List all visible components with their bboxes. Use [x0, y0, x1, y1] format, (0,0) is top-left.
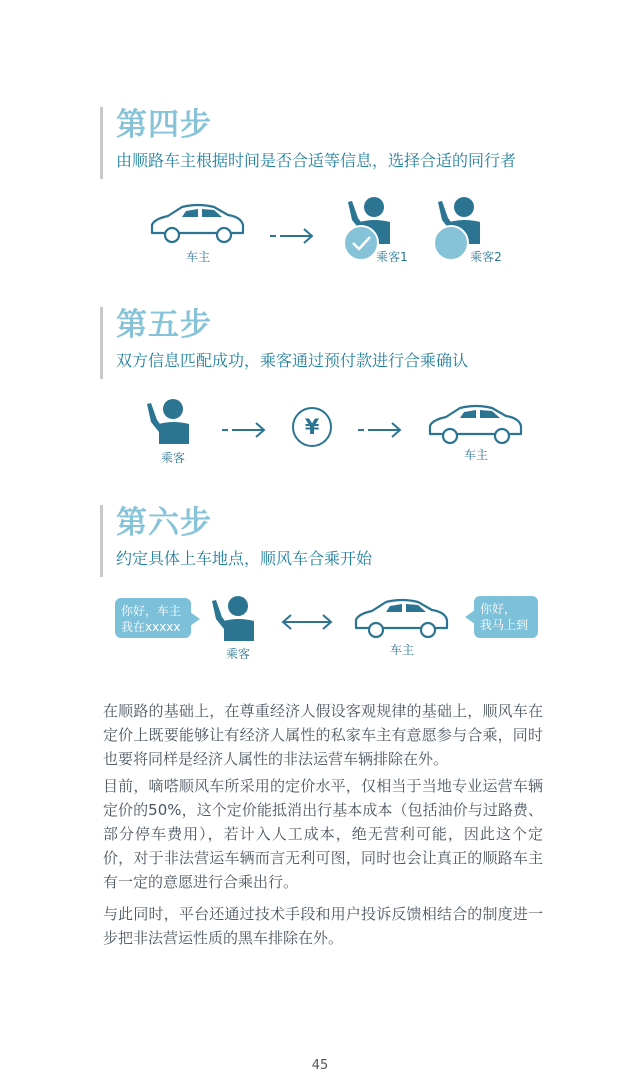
passenger-label: 乘客 [225, 647, 251, 661]
step-5-title: 第五步 [116, 307, 212, 343]
bubble-text: 你好， [480, 602, 517, 616]
step-4-bar [100, 107, 103, 179]
step-6-subtitle: 约定具体上车地点，顺风车合乘开始 [116, 549, 373, 568]
bubble-text: 你好，车主 [121, 604, 182, 618]
driver-label: 车主 [463, 448, 489, 462]
paragraph: 与此同时，平台还通过技术手段和用户投诉反馈相结合的制度进一步把非法营运性质的黑车排除在外。 [103, 905, 543, 947]
arrow-right-icon [356, 420, 404, 440]
double-arrow-icon [280, 612, 334, 632]
car-icon [426, 404, 524, 446]
driver-label: 车主 [389, 643, 415, 657]
passenger-1-label: 乘客1 [376, 250, 408, 264]
passenger-speech-bubble [115, 598, 191, 638]
step-4-subtitle: 由顺路车主根据时间是否合适等信息，选择合适的同行者 [116, 151, 517, 170]
yuan-icon: ¥ [292, 407, 332, 447]
step-5-bar [100, 307, 103, 379]
car-icon [148, 203, 246, 245]
passenger-label: 乘客 [160, 451, 186, 465]
page-number: 45 [311, 1058, 329, 1073]
step-6-section [100, 503, 560, 583]
passenger-icon [143, 398, 193, 444]
driver-label: 车主 [185, 250, 211, 264]
arrow-right-icon [220, 420, 268, 440]
bubble-text: 我马上到 [480, 618, 529, 632]
step-6-title: 第六步 [116, 505, 212, 541]
paragraph: 在顺路的基础上，在尊重经济人假设客观规律的基础上，顺风车在定价上既要能够让有经济人属性的私家车主有意愿参与合乘，同时也要将同样是经济人属性的非法运营车辆排除在外。 [103, 702, 543, 768]
car-icon [352, 598, 450, 640]
step-5-subtitle: 双方信息匹配成功，乘客通过预付款进行合乘确认 [116, 351, 469, 370]
driver-speech-bubble [474, 596, 538, 638]
step-5-section [100, 305, 560, 385]
paragraph: 目前，嘀嗒顺风车所采用的定价水平，仅相当于当地专业运营车辆定价的50%，这个定价能抵消出行基本成本（包括油价与过路费、部分停车费用），若计入人工成本，绝无营利可能，因此这个定价，对于非法营运车辆而言无利可图，同时也会让真正的顺路车主有一定的意愿进行合乘出行。 [103, 777, 543, 891]
passenger-2-label: 乘客2 [470, 250, 502, 264]
bubble-text: 我在xxxxx [121, 620, 181, 634]
arrow-right-icon [268, 226, 316, 246]
passenger-icon [208, 595, 258, 641]
step-4-title: 第四步 [116, 107, 212, 143]
step-6-bar [100, 505, 103, 577]
